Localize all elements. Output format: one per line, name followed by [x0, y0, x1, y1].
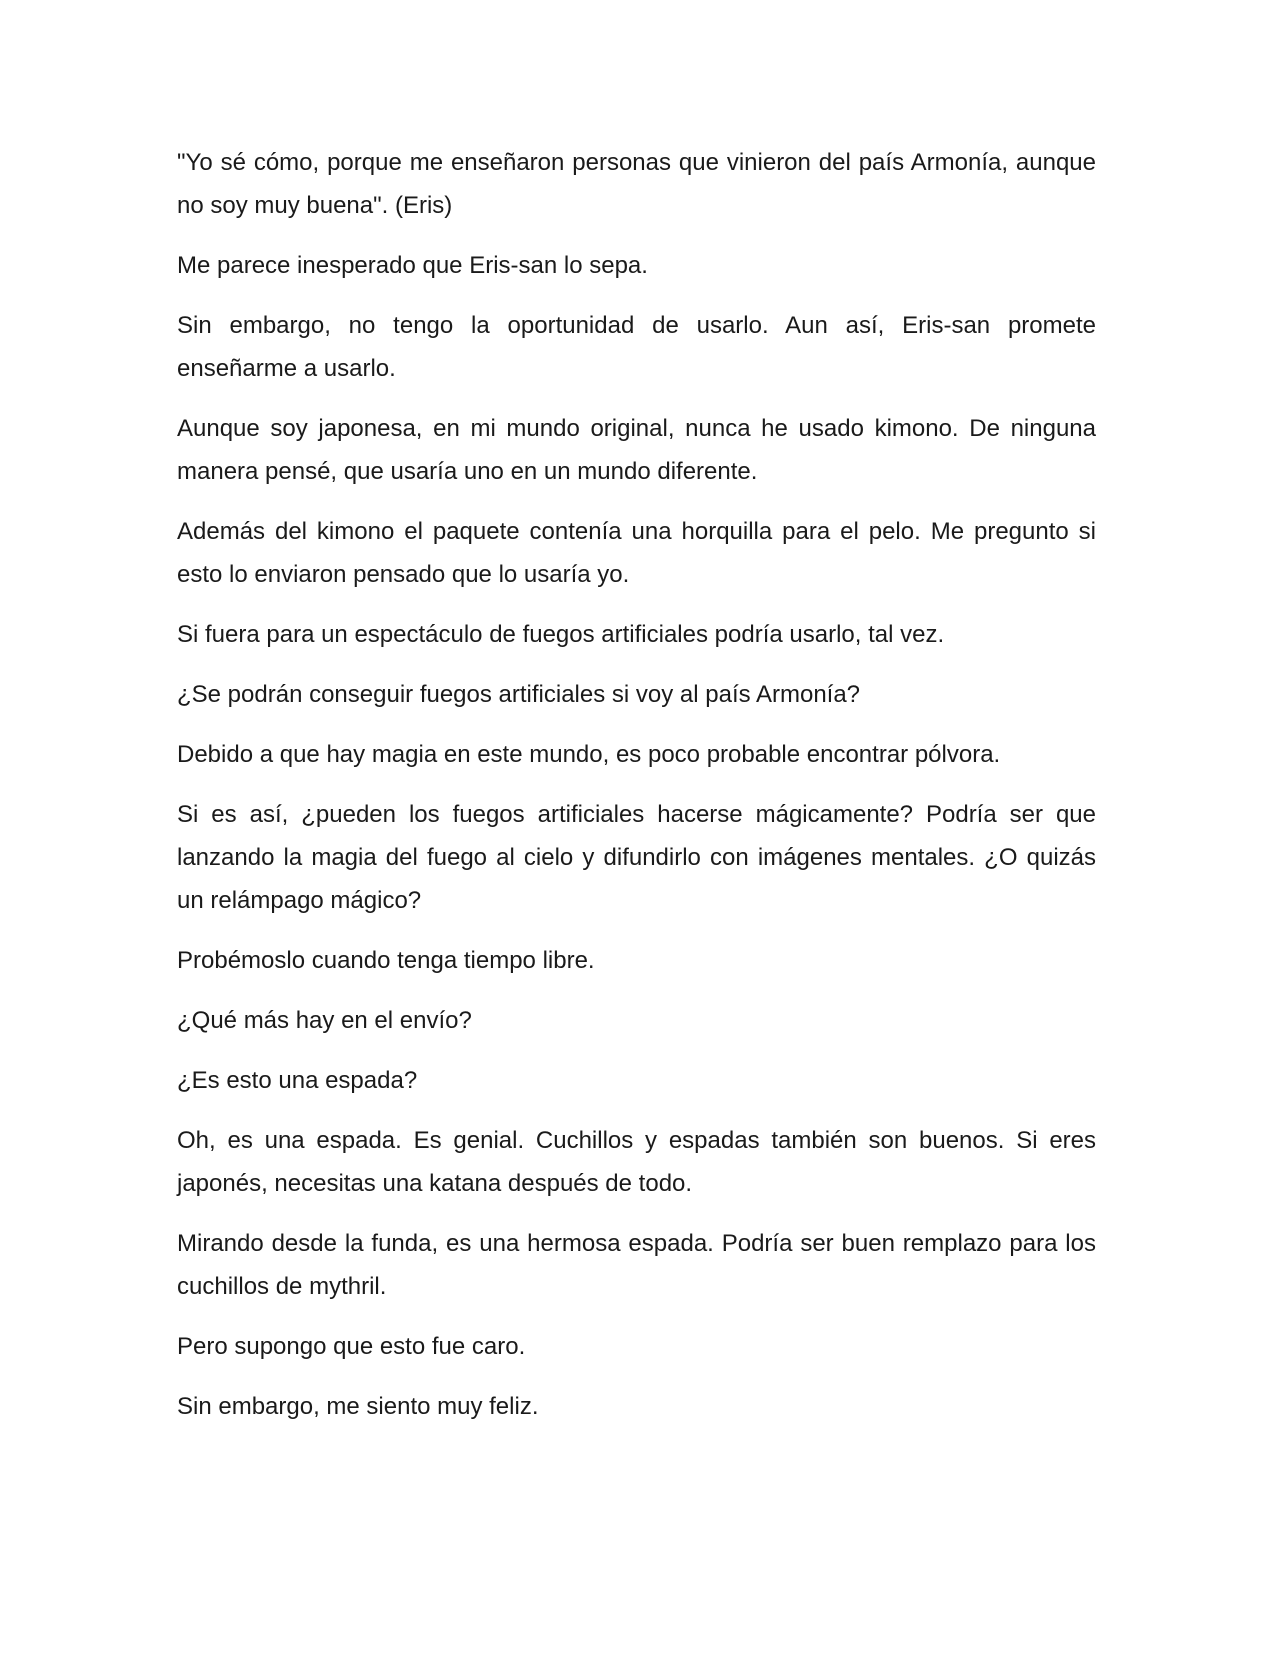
paragraph: Probémoslo cuando tenga tiempo libre.	[177, 947, 595, 974]
paragraph: "Yo sé cómo, porque me enseñaron personas que vinieron del país Armonía, aunque no soy muy buena". (Eris)	[177, 149, 1096, 219]
paragraph: Sin embargo, me siento muy feliz.	[177, 1393, 539, 1420]
paragraph: Debido a que hay magia en este mundo, es poco probable encontrar pólvora.	[177, 741, 1001, 768]
paragraph: Si es así, ¿pueden los fuegos artificiales hacerse mágicamente? Podría ser que lanzando la magia del fuego al cielo y difundirlo con imágenes mentales. ¿O quizás un relámpago mágico?	[177, 801, 1096, 914]
paragraph: Mirando desde la funda, es una hermosa espada. Podría ser buen remplazo para los cuchillos de mythril.	[177, 1230, 1096, 1300]
paragraph: Oh, es una espada. Es genial. Cuchillos y espadas también son buenos. Si eres japonés, necesitas una katana después de todo.	[177, 1127, 1096, 1197]
paragraph: Aunque soy japonesa, en mi mundo original, nunca he usado kimono. De ninguna manera pensé, que usaría uno en un mundo diferente.	[177, 415, 1096, 485]
paragraph: Si fuera para un espectáculo de fuegos artificiales podría usarlo, tal vez.	[177, 621, 945, 648]
paragraph: ¿Qué más hay en el envío?	[177, 1007, 472, 1034]
paragraph: Además del kimono el paquete contenía una horquilla para el pelo. Me pregunto si esto lo enviaron pensado que lo usaría yo.	[177, 518, 1096, 588]
document-body	[177, 141, 1096, 1445]
paragraph: ¿Se podrán conseguir fuegos artificiales si voy al país Armonía?	[177, 681, 861, 708]
paragraph: Sin embargo, no tengo la oportunidad de usarlo. Aun así, Eris-san promete enseñarme a usarlo.	[177, 312, 1096, 382]
paragraph: Me parece inesperado que Eris-san lo sepa.	[177, 252, 648, 279]
paragraph: Pero supongo que esto fue caro.	[177, 1333, 526, 1360]
paragraph: ¿Es esto una espada?	[177, 1067, 418, 1094]
